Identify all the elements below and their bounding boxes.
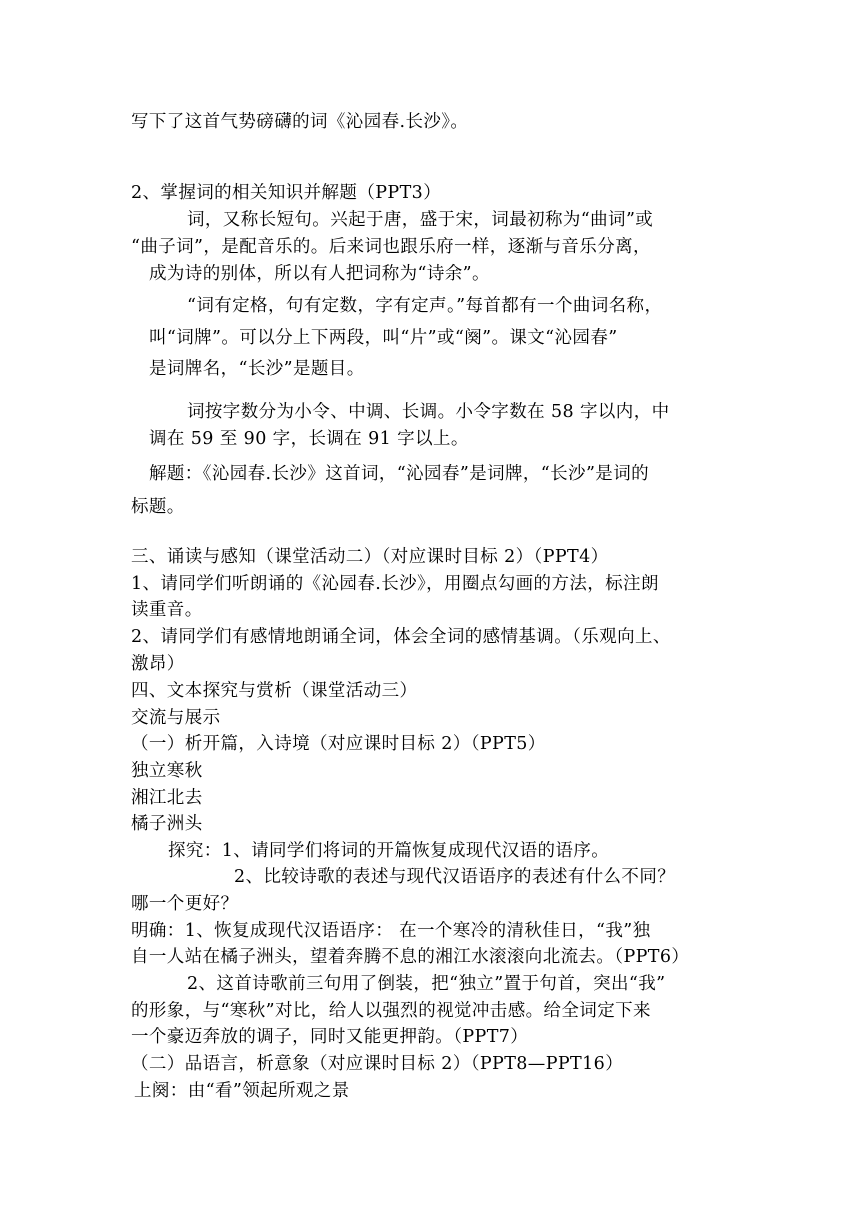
section2-para2-line1: “词有定格，句有定数，字有定声。”每首都有一个曲词名称， (187, 296, 663, 316)
verse-line-2: 湘江北去 (131, 788, 203, 808)
intro-line: 写下了这首气势磅礴的词《沁园春.长沙》。 (131, 112, 469, 132)
section3-item2-line1: 2、请同学们有感情地朗诵全词，体会全词的感情基调。（乐观向上、 (131, 627, 671, 647)
jieti-line2: 标题。 (131, 497, 185, 517)
mingque1-line1: 明确：1、恢复成现代汉语语序： 在一个寒冷的清秋佳日，“我”独 (131, 921, 651, 941)
tanjiu-line3: 哪一个更好？ (131, 894, 239, 914)
shangque-line: 上阕：由“看”领起所观之景 (134, 1081, 350, 1101)
part1-heading: （一）析开篇，入诗境（对应课时目标 2）（PPT5） (131, 734, 546, 754)
jieti-line1: 解题：《沁园春.长沙》这首词，“沁园春”是词牌，“长沙”是词的 (149, 464, 649, 484)
part2-heading: （二）品语言，析意象（对应课时目标 2）（PPT8—PPT16） (131, 1054, 624, 1074)
section2-para2-line3: 是词牌名，“长沙”是题目。 (149, 359, 365, 379)
section2-para3-line2: 调在 59 至 90 字，长调在 91 字以上。 (149, 429, 469, 449)
section2-para1-line2: “曲子词”，是配音乐的。后来词也跟乐府一样，逐渐与音乐分离， (131, 237, 651, 257)
section4-heading: 四、文本探究与赏析（课堂活动三） (131, 681, 418, 701)
section2-para3-line1: 词按字数分为小令、中调、长调。小令字数在 58 字以内，中 (187, 402, 670, 422)
section3-item1-line1: 1、请同学们听朗诵的《沁园春.长沙》，用圈点勾画的方法，标注朗 (131, 574, 659, 594)
section2-para1-line3: 成为诗的别体，所以有人把词称为“诗余”。 (149, 264, 490, 284)
verse-line-1: 独立寒秋 (131, 761, 203, 781)
section2-heading: 2、掌握词的相关知识并解题（PPT3） (131, 183, 442, 203)
mingque2-line2: 的形象，与“寒秋”对比，给人以强烈的视觉冲击感。给全词定下来 (131, 1001, 651, 1021)
verse-line-3: 橘子洲头 (131, 814, 203, 834)
section3-item2-line2: 激昂） (131, 654, 185, 674)
mingque2-line3: 一个豪迈奔放的调子，同时又能更押韵。（PPT7） (131, 1027, 529, 1047)
section2-para2-line2: 叫“词牌”。可以分上下两段，叫“片”或“阕”。课文“沁园春” (149, 328, 618, 348)
mingque1-line2: 自一人站在橘子洲头，望着奔腾不息的湘江水滚滚向北流去。（PPT6） (131, 947, 690, 967)
section4-subheading: 交流与展示 (131, 708, 221, 728)
section2-para1-line1: 词，又称长短句。兴起于唐，盛于宋，词最初称为“曲词”或 (187, 210, 654, 230)
section3-item1-line2: 读重音。 (131, 600, 203, 620)
section3-heading: 三、诵读与感知（课堂活动二）（对应课时目标 2）（PPT4） (131, 547, 609, 567)
tanjiu-line1: 探究：1、请同学们将词的开篇恢复成现代汉语的语序。 (168, 841, 610, 861)
mingque2-line1: 2、这首诗歌前三句用了倒装，把“独立”置于句首，突出“我” (187, 974, 666, 994)
tanjiu-line2: 2、比较诗歌的表述与现代汉语语序的表述有什么不同？ (234, 867, 676, 887)
